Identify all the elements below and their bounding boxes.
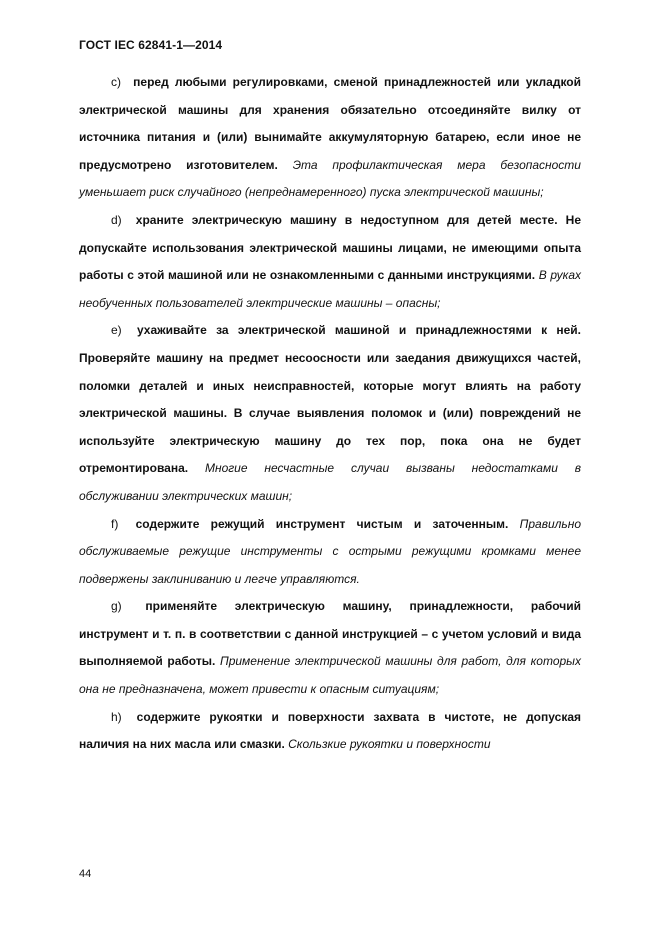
rationale-text: Применение электрической машины для работ, для которых она не предназначена, может привести к опасным ситуациям; bbox=[79, 654, 582, 697]
rationale-text: Правильно обслуживаемые режущие инструменты с острыми режущими кромками менее подвержены заклиниванию и легче управляются. bbox=[79, 516, 581, 586]
rationale-text: Скользкие рукоятки и поверхности bbox=[288, 737, 491, 752]
list-marker: с) bbox=[111, 75, 121, 89]
list-item-g bbox=[79, 593, 581, 703]
rationale-text: Многие несчастные случаи вызваны недостатками в обслуживании электрических машин; bbox=[79, 461, 581, 503]
list-marker: е) bbox=[111, 323, 122, 338]
page-number: 44 bbox=[79, 868, 92, 880]
list-item-d bbox=[79, 207, 581, 317]
rationale-text: В руках необученных пользователей электрические машины – опасны; bbox=[79, 268, 581, 310]
list-item-c bbox=[79, 69, 581, 207]
list-item-h bbox=[79, 704, 581, 759]
instruction-text: перед любыми регулировками, сменой принадлежностей или укладкой электрической машины для хранения обязательно отсоединяйте вилку от источника питания и (или) вынимайте аккумуляторную батарею, если иное не предусмотрено изготовителем. bbox=[79, 75, 581, 172]
rationale-text: Эта профилактическая мера безопасности уменьшает риск случайного (непреднамеренного) пуска электрической машины; bbox=[79, 157, 581, 200]
instruction-text: храните электрическую машину в недоступном для детей месте. Не допускайте использования электрической машины лицами, не имеющими опыта работы с этой машиной или не ознакомленными с данными инструкциями. bbox=[79, 212, 582, 283]
list-item-e bbox=[79, 317, 581, 510]
list-marker: f) bbox=[111, 516, 119, 531]
instruction-text: применяйте электрическую машину, принадлежности, рабочий инструмент и т. п. в соответствии с данной инструкцией – с учетом условий и вида выполняемой работы. bbox=[79, 599, 581, 669]
instruction-text: ухаживайте за электрической машиной и принадлежностями к ней. Проверяйте машину на предмет несоосности или заедания движущихся частей, поломки деталей и иных неисправностей, которые могут влиять на работу электрической машины. В случае выявления поломок и (или) повреждений не используйте электрическую машину до тех пор, пока она не будет отремонтирована. bbox=[79, 323, 581, 476]
list-item-f bbox=[79, 511, 581, 594]
document-header: ГОСТ IEC 62841-1—2014 bbox=[79, 38, 223, 52]
document-body bbox=[79, 69, 581, 759]
instruction-text: содержите режущий инструмент чистым и заточенным. bbox=[135, 516, 509, 531]
list-marker: g) bbox=[111, 599, 122, 614]
instruction-text: содержите рукоятки и поверхности захвата в чистоте, не допуская наличия на них масла или смазки. bbox=[79, 709, 581, 752]
list-marker: d) bbox=[111, 212, 122, 227]
list-marker: h) bbox=[111, 709, 122, 724]
